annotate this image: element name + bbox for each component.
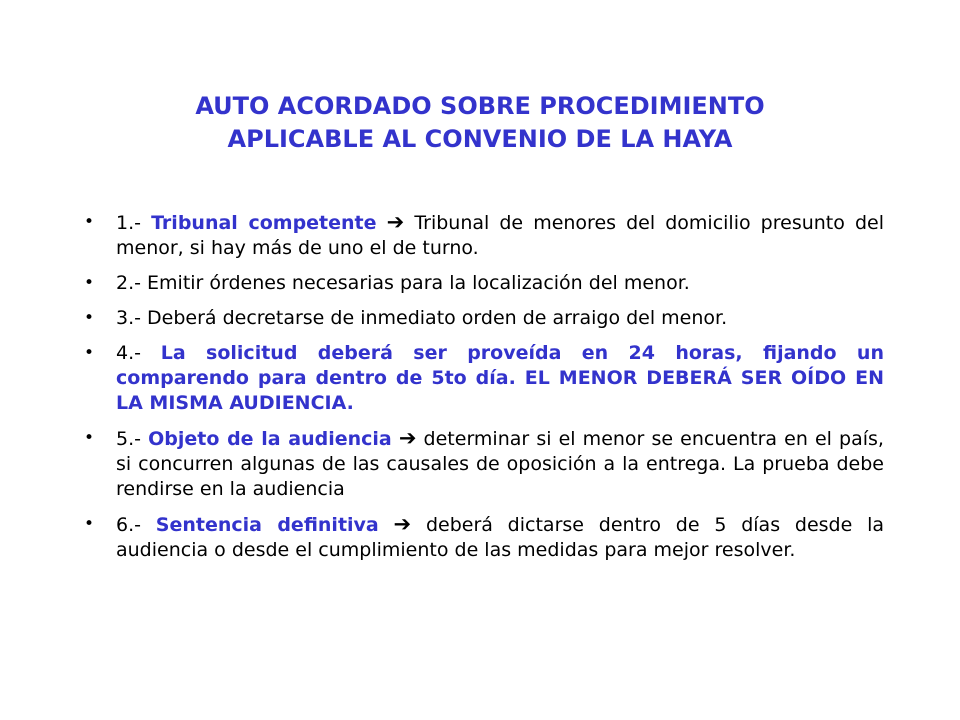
title-line-2: APLICABLE AL CONVENIO DE LA HAYA — [227, 125, 733, 153]
item-highlight: Objeto de la audiencia — [148, 428, 392, 450]
item-text: 3.- Deberá decretarse de inmediato orden de arraigo del menor. — [116, 307, 728, 329]
item-highlight: Sentencia definitiva — [155, 514, 379, 536]
item-text: Tribunal de menores del domicilio presunto del menor, si hay más de uno el de turno. — [116, 212, 884, 259]
item-text: deberá dictarse dentro de 5 días desde la audiencia o desde el cumplimiento de las medidas para mejor resolver. — [116, 514, 884, 561]
item-text: 2.- Emitir órdenes necesarias para la localización del menor. — [116, 272, 690, 294]
right-arrow-icon: ➔ — [386, 210, 405, 234]
item-prefix: 4.- — [116, 342, 161, 364]
list-item — [84, 210, 884, 261]
bullet-icon: • — [84, 514, 95, 534]
list-item — [84, 306, 884, 331]
bullet-icon: • — [84, 273, 95, 293]
right-arrow-icon: ➔ — [398, 426, 417, 450]
bullet-icon: • — [84, 343, 95, 363]
item-highlight: Tribunal competente — [151, 212, 377, 234]
list-item — [84, 426, 884, 502]
item-prefix: 1.- — [116, 212, 152, 234]
list-item — [84, 512, 884, 563]
bullet-icon: • — [84, 428, 95, 448]
list-item — [84, 271, 884, 296]
right-arrow-icon: ➔ — [393, 512, 412, 536]
bullet-list — [84, 210, 884, 573]
title-line-1: AUTO ACORDADO SOBRE PROCEDIMIENTO — [195, 92, 765, 120]
item-text: determinar si el menor se encuentra en el país, si concurren algunas de las causales de oposición a la entrega. La prueba debe rendirse en la audiencia — [116, 428, 884, 500]
item-prefix: 5.- — [116, 428, 149, 450]
item-prefix: 6.- — [116, 514, 156, 536]
slide-title — [120, 90, 840, 156]
item-highlight: La solicitud deberá ser proveída en 24 horas, fijando un comparendo para dentro de 5to día. EL MENOR DEBERÁ SER OÍDO EN LA MISMA AUDIENCIA. — [116, 342, 884, 414]
bullet-icon: • — [84, 308, 95, 328]
list-item — [84, 341, 884, 416]
bullet-icon: • — [84, 212, 95, 232]
